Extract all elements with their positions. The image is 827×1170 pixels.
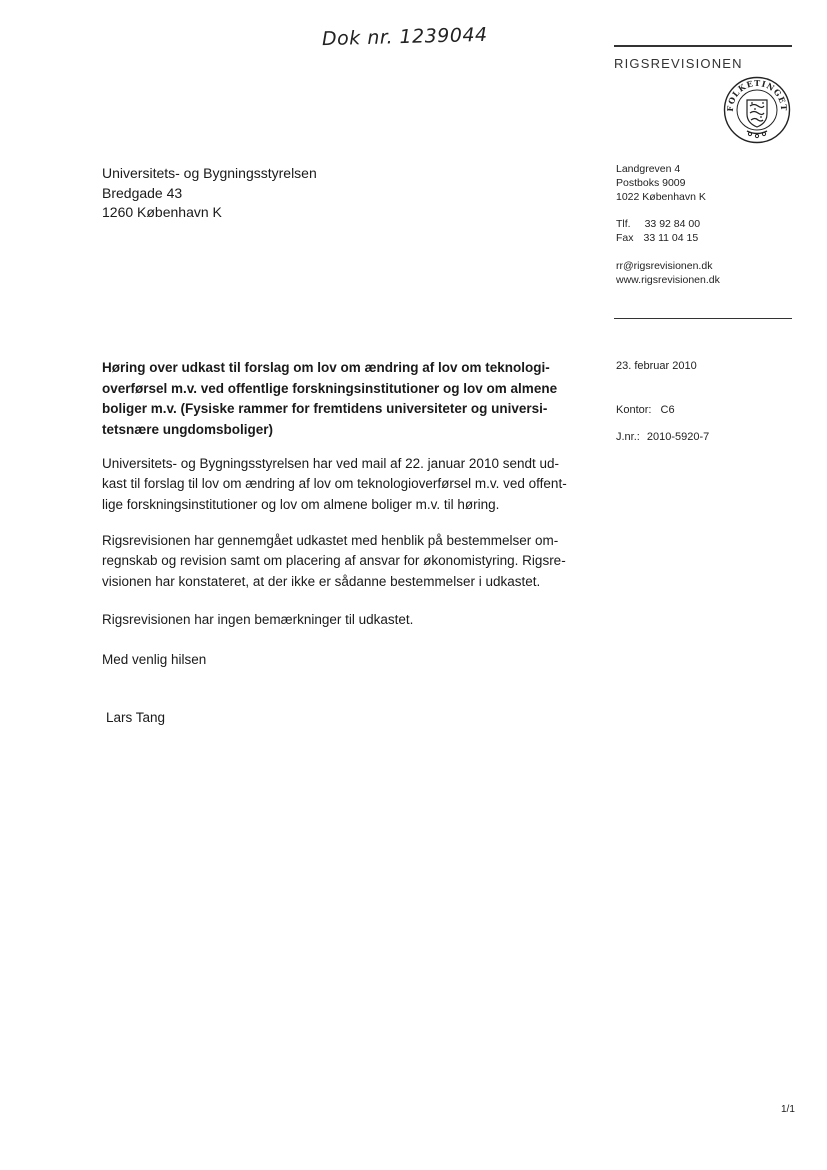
sender-city: 1022 København K	[616, 191, 706, 203]
closing-greeting: Med venlig hilsen	[102, 652, 207, 667]
sender-contact-numbers	[616, 217, 700, 245]
paragraph-line: Rigsrevisionen har gennemgået udkastet med henblik på bestemmelser om-	[102, 533, 559, 548]
reference-label: J.nr.:	[616, 431, 640, 443]
folketinget-seal	[723, 76, 791, 144]
paragraph-line: regnskab og revision samt om placering af ansvar for økonomistyring. Rigsre-	[102, 553, 566, 569]
phone-line	[616, 217, 700, 231]
sender-pobox: Postboks 9009	[616, 177, 686, 189]
subject-line: boliger m.v. (Fysiske rammer for fremtidens universiteter og universi-	[102, 401, 548, 416]
recipient-name: Universitets- og Bygningsstyrelsen	[102, 165, 317, 181]
office-label: Kontor:	[616, 404, 652, 416]
recipient-street: Bredgade 43	[102, 184, 183, 201]
sender-website: www.rigsrevisionen.dk	[616, 274, 720, 286]
paragraph-line: kast til forslag til lov om ændring af lov om teknologioverførsel m.v. ved offent-	[102, 476, 567, 492]
letter-subject	[102, 358, 582, 440]
reference-line	[616, 430, 709, 444]
fax-number: 33 11 04 15	[643, 232, 699, 244]
recipient-city: 1260 København K	[102, 204, 222, 220]
sidebar-divider	[614, 318, 792, 319]
subject-line: Høring over udkast til forslag om lov om ændring af lov om teknologi-	[102, 360, 550, 375]
phone-label: Tlf.	[616, 218, 631, 230]
paragraph-2	[102, 531, 592, 592]
paragraph-3: Rigsrevisionen har ingen bemærkninger til udkastet.	[102, 612, 414, 627]
office-value: C6	[660, 404, 675, 416]
sender-email: rr@rigsrevisionen.dk	[616, 260, 713, 272]
subject-line: overførsel m.v. ved offentlige forskningsinstitutioner og lov om almene	[102, 380, 558, 396]
sender-online	[616, 259, 720, 287]
reference-value: 2010-5920-7	[646, 431, 710, 443]
phone-number: 33 92 84 00	[644, 218, 701, 230]
fax-line	[616, 231, 700, 245]
paragraph-line: lige forskningsinstitutioner og lov om almene boliger m.v. til høring.	[102, 496, 500, 512]
paragraph-line: visionen har konstateret, at der ikke er sådanne bestemmelser i udkastet.	[102, 573, 541, 589]
signer-name: Lars Tang	[106, 710, 166, 725]
page-number: 1/1	[781, 1104, 795, 1115]
office-line	[616, 403, 675, 417]
subject-line: tetsnære ungdomsboliger)	[102, 421, 274, 437]
handwritten-document-number: Dok nr. 1239044	[321, 23, 488, 51]
sender-name: RIGSREVISIONEN	[614, 56, 743, 71]
seal-text: FOLKETINGET	[724, 77, 790, 112]
paragraph-line: Universitets- og Bygningsstyrelsen har ved mail af 22. januar 2010 sendt ud-	[102, 456, 559, 471]
sender-address	[616, 162, 706, 204]
letter-date: 23. februar 2010	[616, 360, 697, 372]
header-divider	[614, 45, 792, 47]
recipient-address	[102, 164, 317, 223]
paragraph-1	[102, 454, 592, 515]
sender-street: Landgreven 4	[616, 163, 681, 175]
fax-label: Fax	[616, 232, 634, 244]
